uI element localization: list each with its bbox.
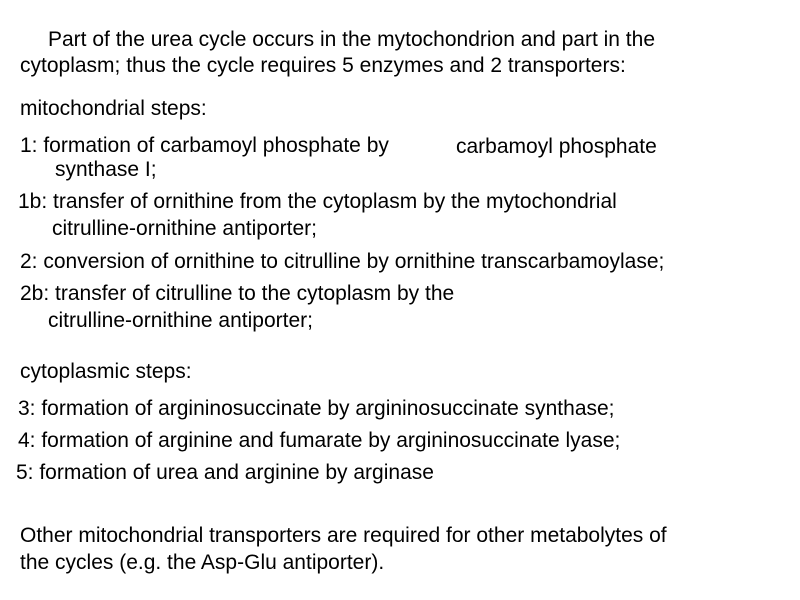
step-2b-line-1: 2b: transfer of citrulline to the cytoplasm by the [20,282,455,305]
step-1-line-2: synthase I; [55,158,157,181]
step-4: 4: formation of arginine and fumarate by argininosuccinate lyase; [18,429,621,452]
mitochondrial-heading: mitochondrial steps: [20,97,207,120]
step-1-line-1a: 1: formation of carbamoyl phosphate by [20,134,389,157]
step-5: 5: formation of urea and arginine by arginase [16,461,434,484]
footer-line-1: Other mitochondrial transporters are required for other metabolytes of [20,524,667,547]
step-1b-line-2: citrulline-ornithine antiporter; [52,217,317,240]
cytoplasmic-heading: cytoplasmic steps: [20,360,192,383]
step-1b-line-1: 1b: transfer of ornithine from the cytoplasm by the mytochondrial [18,190,617,213]
intro-line-2: cytoplasm; thus the cycle requires 5 enzymes and 2 transporters: [20,54,626,77]
step-1-line-1b: carbamoyl phosphate [456,135,657,158]
step-2: 2: conversion of ornithine to citrulline by ornithine transcarbamoylase; [20,250,665,273]
footer-line-2: the cycles (e.g. the Asp-Glu antiporter). [20,551,385,574]
step-2b-line-2: citrulline-ornithine antiporter; [48,309,313,332]
intro-line-1: Part of the urea cycle occurs in the mytochondrion and part in the [48,28,656,51]
step-3: 3: formation of argininosuccinate by argininosuccinate synthase; [18,397,615,420]
